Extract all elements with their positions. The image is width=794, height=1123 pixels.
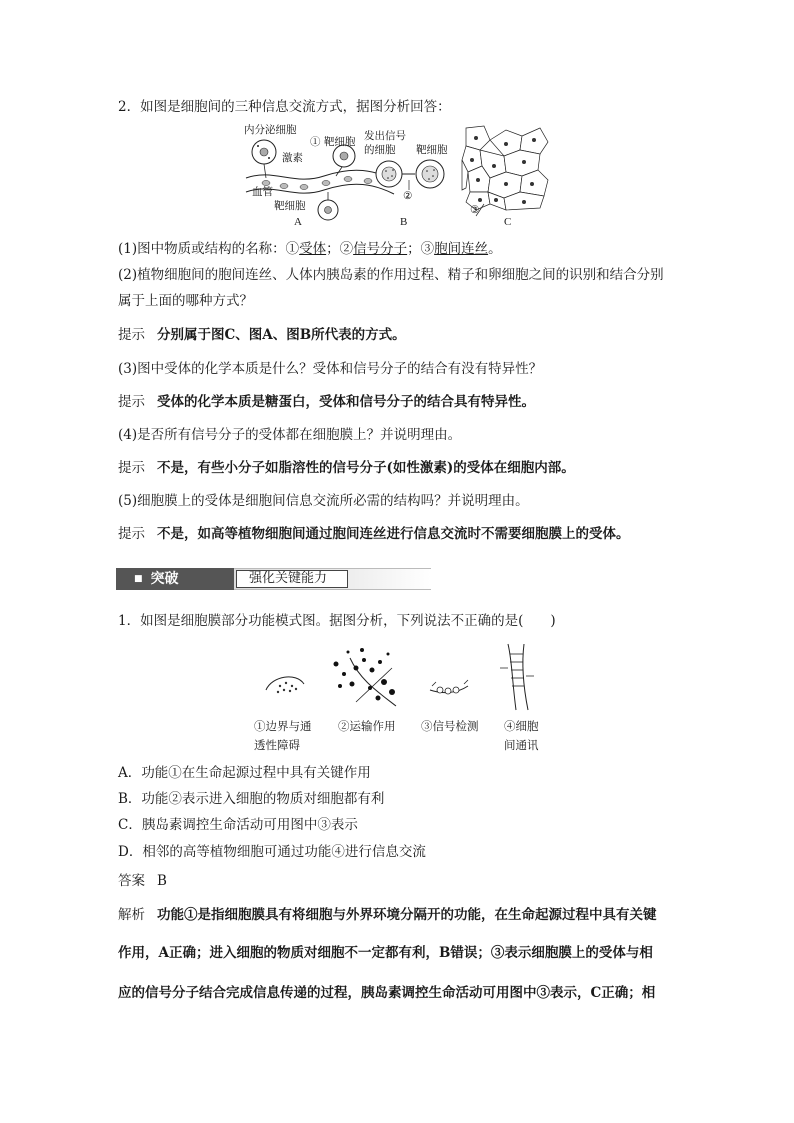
section-subtitle-block — [234, 568, 431, 590]
hint-text: 受体的化学本质是糖蛋白，受体和信号分子的结合具有特异性。 — [157, 394, 535, 410]
q2-sub5: (5)细胞膜上的受体是细胞间信息交流所必需的结构吗？并说明理由。 — [118, 493, 529, 509]
section-subtitle: 强化关键能力 — [236, 570, 348, 588]
hint-label: 提示 — [118, 460, 145, 476]
square-icon: ■ — [134, 574, 143, 584]
membrane-function-figure — [260, 640, 560, 716]
caption-4-line2: 间通讯 — [504, 738, 539, 752]
label-target-cell-b: 靶细胞 — [416, 144, 448, 156]
caption-4-line1: ④细胞 — [504, 719, 539, 733]
analysis-line-1 — [118, 906, 657, 924]
answer-line — [118, 872, 167, 890]
q2-sub3: (3)图中受体的化学本质是什么？受体和信号分子的结合有没有特异性？ — [118, 361, 543, 377]
question-2-title: 2．如图是细胞间的三种信息交流方式，据图分析回答： — [118, 99, 451, 115]
answer-receptor: 受体 — [299, 241, 327, 257]
analysis-line-2: 作用，A正确；进入细胞的物质对细胞不一定都有利，B错误；③表示细胞膜上的受体与相 — [118, 945, 653, 961]
label-blood-vessel: 血管 — [252, 186, 273, 198]
q2-sub1-end: 。 — [488, 241, 502, 257]
hint-text: 不是，如高等植物细胞间通过胞间连丝进行信息交流时不需要细胞膜上的受体。 — [157, 526, 630, 542]
q2-sub2-line2: 属于上面的哪种方式？ — [118, 293, 253, 309]
hint-label: 提示 — [118, 394, 145, 410]
q2-sub4-hint — [118, 459, 575, 477]
q2-sub3-hint — [118, 393, 535, 411]
analysis-text-1: 功能①是指细胞膜具有将细胞与外界环境分隔开的功能，在生命起源过程中具有关键 — [157, 907, 657, 923]
analysis-line-3: 应的信号分子结合完成信息传递的过程，胰岛素调控生命活动可用图中③表示，C正确；相 — [118, 985, 656, 1001]
q2-sub2-line1: (2)植物细胞间的胞间连丝、人体内胰岛素的作用过程、精子和卵细胞之间的识别和结合分别 — [118, 267, 664, 283]
label-signal-cell: 发出信号 — [364, 130, 406, 142]
q2-sub5-hint — [118, 525, 630, 543]
option-c: C．胰岛素调控生命活动可用图中③表示 — [118, 817, 358, 833]
label-num-3: ③ — [470, 204, 480, 216]
label-signal-cell-2: 的细胞 — [364, 144, 396, 156]
panel-letter-a: A — [294, 216, 302, 228]
analysis-label: 解析 — [118, 907, 145, 923]
answer-signal-molecule: 信号分子 — [353, 241, 408, 257]
hint-text: 不是，有些小分子如脂溶性的信号分子(如性激素)的受体在细胞内部。 — [157, 460, 575, 476]
section-title: 突破 — [150, 571, 179, 587]
cell-communication-figure — [244, 120, 554, 230]
section-header-bar — [116, 568, 431, 590]
q2-sub4: (4)是否所有信号分子的受体都在细胞膜上？并说明理由。 — [118, 427, 462, 443]
answer-plasmodesmata: 胞间连丝 — [434, 241, 489, 257]
section-title-block — [116, 568, 234, 590]
option-d: D．相邻的高等植物细胞可通过功能④进行信息交流 — [118, 844, 426, 860]
hint-label: 提示 — [118, 526, 145, 542]
q2-sub1-sep2: ；③ — [407, 241, 435, 257]
panel-letter-c: C — [504, 216, 512, 228]
answer-value: B — [157, 873, 167, 889]
label-hormone: 激素 — [282, 152, 303, 164]
option-b: B．功能②表示进入细胞的物质对细胞都有利 — [118, 791, 385, 807]
q2-sub1 — [118, 240, 502, 258]
membrane-function-drawing — [260, 640, 560, 716]
caption-1-line2: 透性障碍 — [254, 738, 300, 752]
q2-sub1-sep1: ；② — [326, 241, 354, 257]
hint-label: 提示 — [118, 327, 145, 343]
caption-2: ②运输作用 — [338, 719, 396, 733]
question-1-title: 1．如图是细胞膜部分功能模式图。据图分析，下列说法不正确的是( ) — [118, 613, 556, 629]
label-secreting-cell: 内分泌细胞 — [244, 124, 297, 136]
label-target-cell-1: ① 靶细胞 — [310, 136, 356, 148]
answer-label: 答案 — [118, 873, 145, 889]
panel-letter-b: B — [400, 216, 408, 228]
label-target-cell-2: 靶细胞 — [274, 200, 306, 212]
hint-text: 分别属于图C、图A、图B所代表的方式。 — [157, 327, 406, 343]
q2-sub1-prefix: (1)图中物质或结构的名称：① — [118, 241, 300, 257]
label-num-2: ② — [403, 190, 413, 202]
caption-3: ③信号检测 — [421, 719, 479, 733]
q2-sub2-hint — [118, 326, 406, 344]
caption-1-line1: ①边界与通 — [254, 719, 312, 733]
option-a: A．功能①在生命起源过程中具有关键作用 — [118, 765, 371, 781]
